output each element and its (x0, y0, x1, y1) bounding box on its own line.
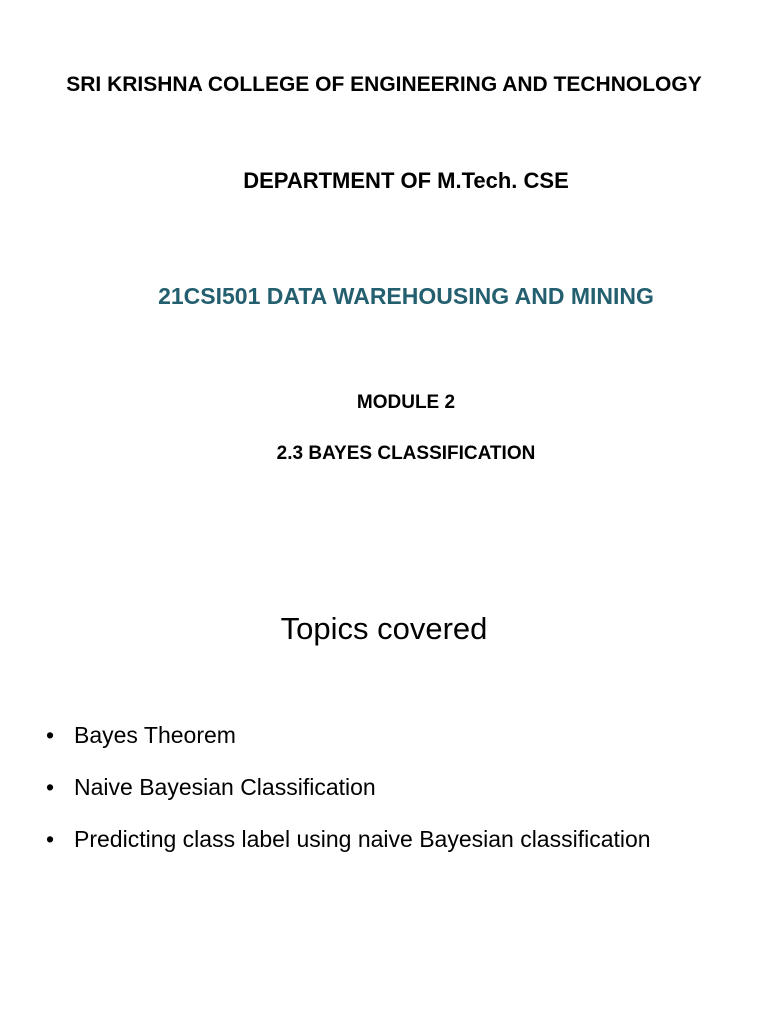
topic-item-label: Predicting class label using naive Bayesian classification (74, 826, 651, 852)
course-title: 21CSI501 DATA WAREHOUSING AND MINING (158, 283, 654, 309)
bullet-icon: • (46, 826, 55, 852)
list-item (46, 770, 651, 804)
topic-item-label: Naive Bayesian Classification (74, 774, 376, 800)
department-title: DEPARTMENT OF M.Tech. CSE (243, 168, 569, 193)
topic-item-label: Bayes Theorem (74, 722, 236, 748)
list-item (46, 822, 651, 856)
bullet-icon: • (46, 774, 55, 800)
list-item (46, 718, 651, 752)
section-title: 2.3 BAYES CLASSIFICATION (276, 443, 536, 464)
module-label: MODULE 2 (356, 392, 456, 413)
bullet-icon: • (46, 722, 55, 748)
topics-heading: Topics covered (280, 611, 488, 646)
topics-list (46, 718, 651, 874)
college-name: SRI KRISHNA COLLEGE OF ENGINEERING AND TECHNOLOGY (66, 73, 702, 96)
